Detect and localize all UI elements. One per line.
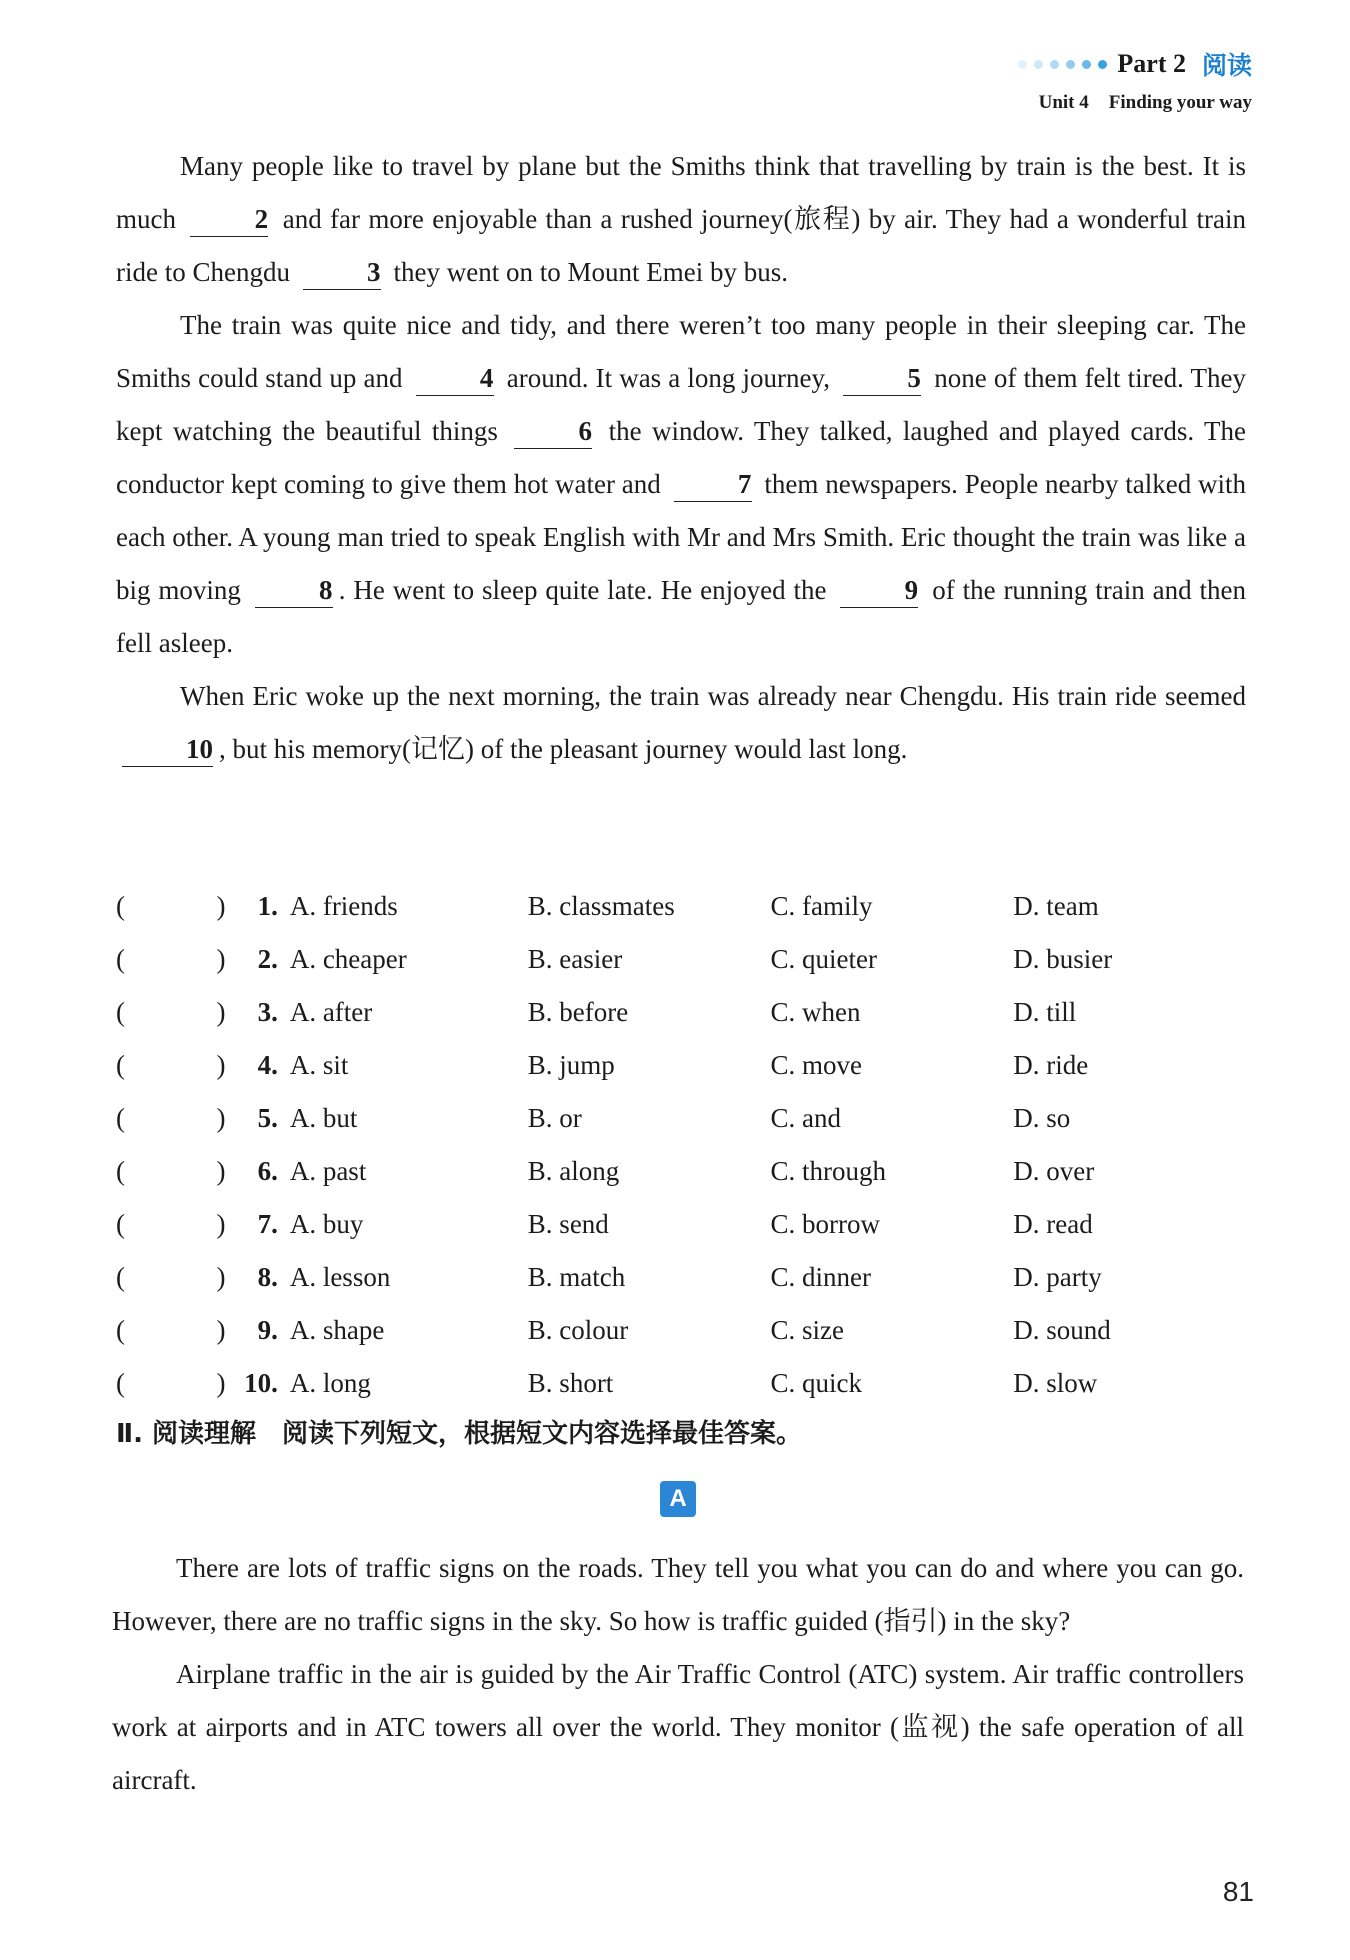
- text: none of them felt tired. They kept watching the beautiful things: [116, 363, 1247, 446]
- option-a: A. buy: [289, 1209, 364, 1239]
- bracket-close: ): [216, 891, 226, 921]
- question-row: [116, 986, 1256, 1039]
- unit-line: [1018, 92, 1252, 114]
- option-b: B. send: [527, 1209, 609, 1239]
- option-d: D. till: [1013, 997, 1077, 1027]
- question-row: [116, 1357, 1256, 1410]
- bracket-close: ): [216, 1262, 226, 1292]
- option-a: A. shape: [289, 1315, 385, 1345]
- text: the window. They talked, laughed and played cards. The conductor kept coming to give them hot water and: [116, 416, 1246, 499]
- text: The train was quite nice and tidy, and there weren’t too many people in their sleeping car. The Smiths could stand up and: [116, 310, 1246, 393]
- section-2-title: Ⅱ. 阅读理解 阅读下列短文，根据短文内容选择最佳答案。: [116, 1419, 803, 1449]
- option-a: A. sit: [289, 1050, 349, 1080]
- option-d: D. sound: [1013, 1315, 1111, 1345]
- question-row: [116, 1198, 1256, 1251]
- option-b: B. classmates: [527, 891, 675, 921]
- option-c: C. dinner: [770, 1262, 872, 1292]
- option-a: A. long: [289, 1368, 371, 1398]
- text: Many people like to travel by plane but the Smiths think that travelling by train is the best. It is much: [116, 151, 1246, 234]
- option-c: C. borrow: [770, 1209, 881, 1239]
- option-b: B. easier: [527, 944, 623, 974]
- option-a: A. after: [289, 997, 373, 1027]
- page-number: 81: [1222, 1876, 1254, 1907]
- blank-5: 5: [843, 361, 921, 396]
- blank-3: 3: [303, 255, 381, 290]
- paragraph: There are lots of traffic signs on the roads. They tell you what you can do and where you can go. However, there are no traffic signs in the sky. So how is traffic guided (指引) in the sky?: [112, 1553, 1244, 1636]
- answer-bracket[interactable]: [116, 944, 225, 975]
- option-d: D. busier: [1013, 944, 1113, 974]
- unit-label: Unit 4: [1038, 92, 1089, 113]
- blank-2: 2: [190, 202, 268, 237]
- bracket-close: ): [216, 944, 226, 974]
- bracket-open: (: [116, 1050, 125, 1080]
- text: , but his memory(记忆) of the pleasant journey would last long.: [219, 734, 908, 764]
- option-c: C. move: [770, 1050, 863, 1080]
- question-row: [116, 1304, 1256, 1357]
- answer-bracket[interactable]: [116, 891, 225, 922]
- option-d: D. party: [1013, 1262, 1102, 1292]
- bracket-open: (: [116, 1209, 125, 1239]
- option-b: B. jump: [527, 1050, 615, 1080]
- question-number: 2.: [257, 944, 278, 974]
- unit-title: Finding your way: [1108, 92, 1252, 113]
- answer-bracket[interactable]: [116, 1156, 225, 1187]
- option-c: C. family: [770, 891, 873, 921]
- page-header: [1018, 46, 1252, 114]
- answer-options: [116, 880, 1256, 1410]
- paragraph-1: [116, 140, 1246, 299]
- option-c: C. size: [770, 1315, 845, 1345]
- bracket-close: ): [216, 1315, 226, 1345]
- paragraph-3: [116, 670, 1246, 776]
- option-a: A. lesson: [289, 1262, 391, 1292]
- blank-8: 8: [255, 573, 333, 608]
- answer-bracket[interactable]: [116, 1209, 225, 1240]
- bracket-open: (: [116, 944, 125, 974]
- bracket-open: (: [116, 891, 125, 921]
- bracket-close: ): [216, 1156, 226, 1186]
- blank-7: 7: [674, 467, 752, 502]
- question-number: 5.: [257, 1103, 278, 1133]
- bracket-close: ): [216, 1103, 226, 1133]
- text: them newspapers. People nearby talked with each other. A young man tried to speak English with Mr and Mrs Smith. Eric thought the train was like a big moving: [116, 469, 1247, 605]
- question-row: [116, 880, 1256, 933]
- question-number: 9.: [257, 1315, 278, 1345]
- bracket-close: ): [216, 997, 226, 1027]
- question-row: [116, 1251, 1256, 1304]
- bracket-close: ): [216, 1050, 226, 1080]
- text: they went on to Mount Emei by bus.: [393, 257, 788, 287]
- bracket-open: (: [116, 1262, 125, 1292]
- bracket-open: (: [116, 1156, 125, 1186]
- option-b: B. short: [527, 1368, 614, 1398]
- text: around. It was a long journey,: [506, 363, 830, 393]
- question-number: 1.: [257, 891, 278, 921]
- option-b: B. before: [527, 997, 629, 1027]
- bracket-open: (: [116, 1315, 125, 1345]
- text: and far more enjoyable than a rushed journey(旅程) by air. They had a wonderful train ride to Chengdu: [116, 204, 1246, 287]
- option-c: C. quick: [770, 1368, 863, 1398]
- option-c: C. and: [770, 1103, 842, 1133]
- bracket-open: (: [116, 1103, 125, 1133]
- text: of the running train and then fell asleep.: [116, 575, 1247, 658]
- reading-passage-a: [112, 1542, 1244, 1807]
- part-chinese-label: 阅读: [1201, 51, 1252, 80]
- blank-10: 10: [122, 732, 213, 767]
- text: . He went to sleep quite late. He enjoyed the: [338, 575, 827, 605]
- question-number: 8.: [257, 1262, 278, 1292]
- paragraph-2: [116, 299, 1246, 670]
- bracket-close: ): [216, 1209, 226, 1239]
- decorative-dots-icon: [1018, 60, 1107, 69]
- option-a: A. but: [289, 1103, 358, 1133]
- question-row: [116, 1092, 1256, 1145]
- option-b: B. colour: [527, 1315, 629, 1345]
- option-d: D. slow: [1013, 1368, 1098, 1398]
- question-number: 3.: [257, 997, 278, 1027]
- option-d: D. so: [1013, 1103, 1071, 1133]
- option-d: D. over: [1013, 1156, 1095, 1186]
- cloze-passage: [116, 140, 1246, 776]
- part-label: Part 2: [1117, 49, 1186, 78]
- option-c: C. through: [770, 1156, 887, 1186]
- passage-a-badge: A: [660, 1481, 696, 1517]
- answer-bracket[interactable]: [116, 1368, 225, 1399]
- option-d: D. read: [1013, 1209, 1093, 1239]
- option-d: D. ride: [1013, 1050, 1089, 1080]
- answer-bracket[interactable]: [116, 997, 225, 1028]
- answer-bracket[interactable]: [116, 1050, 225, 1081]
- option-a: A. cheaper: [289, 944, 407, 974]
- option-c: C. when: [770, 997, 861, 1027]
- text: When Eric woke up the next morning, the train was already near Chengdu. His train ride seemed: [180, 681, 1246, 711]
- question-row: [116, 1145, 1256, 1198]
- option-b: B. match: [527, 1262, 626, 1292]
- answer-bracket[interactable]: [116, 1262, 225, 1293]
- question-row: [116, 933, 1256, 986]
- option-b: B. or: [527, 1103, 582, 1133]
- answer-bracket[interactable]: [116, 1103, 225, 1134]
- bracket-open: (: [116, 1368, 125, 1398]
- paragraph: Airplane traffic in the air is guided by the Air Traffic Control (ATC) system. Air traffic controllers work at airports and in ATC towers all over the world. They monitor (监视) the safe operation of all aircraft.: [112, 1659, 1244, 1795]
- question-number: 7.: [257, 1209, 278, 1239]
- question-row: [116, 1039, 1256, 1092]
- bracket-open: (: [116, 997, 125, 1027]
- blank-9: 9: [840, 573, 918, 608]
- question-number: 4.: [257, 1050, 278, 1080]
- option-b: B. along: [527, 1156, 620, 1186]
- question-number: 10.: [244, 1368, 278, 1398]
- option-a: A. friends: [289, 891, 398, 921]
- blank-4: 4: [416, 361, 494, 396]
- option-a: A. past: [289, 1156, 367, 1186]
- answer-bracket[interactable]: [116, 1315, 225, 1346]
- blank-6: 6: [514, 414, 592, 449]
- option-d: D. team: [1013, 891, 1099, 921]
- option-c: C. quieter: [770, 944, 878, 974]
- bracket-close: ): [216, 1368, 226, 1398]
- question-number: 6.: [257, 1156, 278, 1186]
